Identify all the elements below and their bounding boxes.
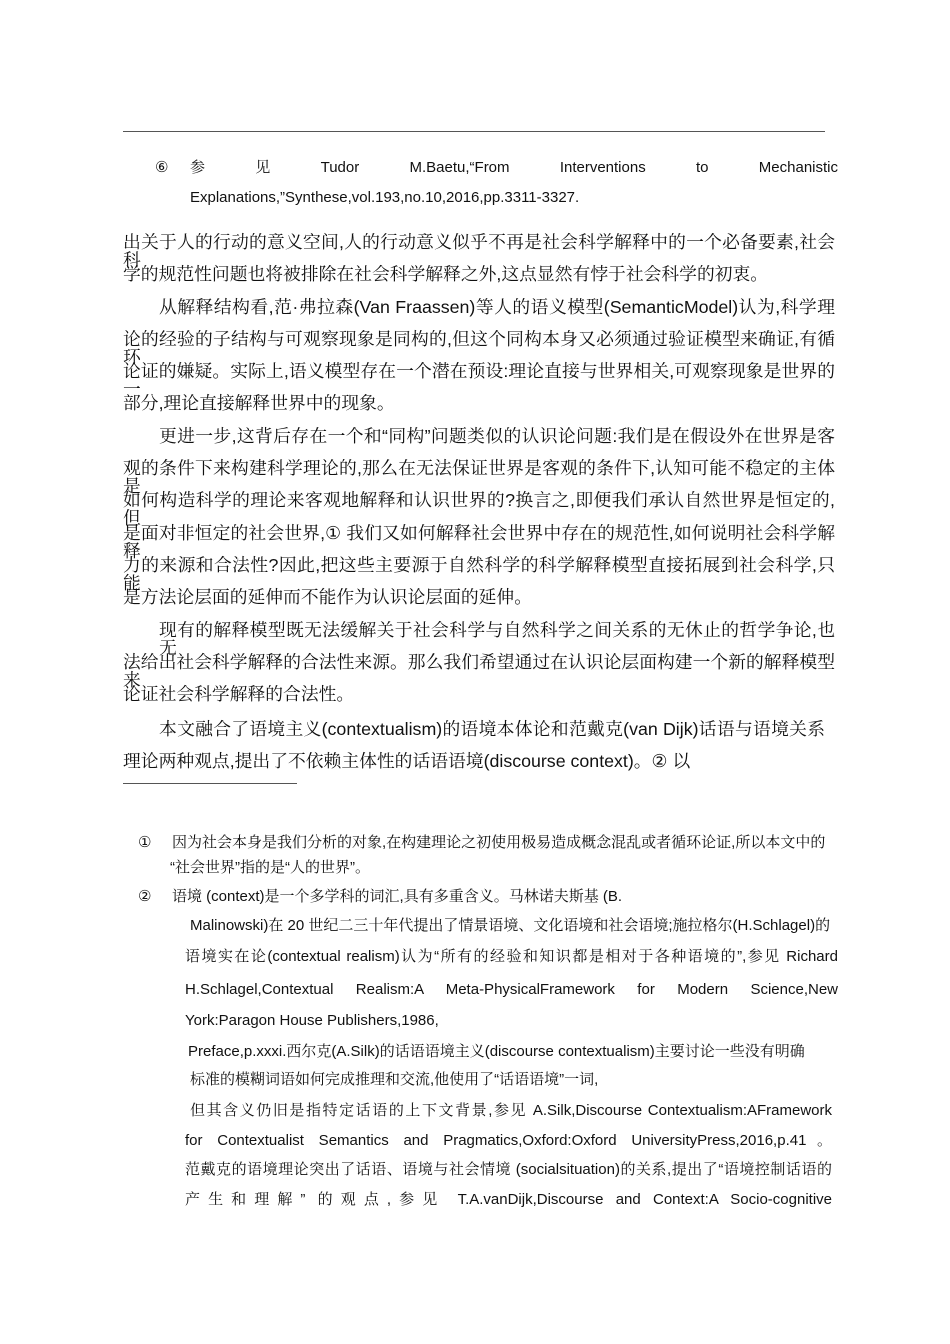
body-line: 学的规范性问题也将被排除在社会科学解释之外,这点显然有悖于社会科学的初衷。	[123, 264, 769, 284]
body-line: 更进一步,这背后存在一个和“同构”问题类似的认识论问题:我们是在假设外在世界是客	[159, 426, 835, 446]
footnote-2-line: 但其含义仍旧是指特定话语的上下文背景,参见 A.Silk,Discourse Contextualism:AFramework	[190, 1102, 832, 1119]
footnote-1-line: “社会世界”指的是“人的世界”。	[170, 859, 370, 876]
body-line: 本文融合了语境主义(contextualism)的语境本体论和范戴克(van Dijk)话语与语境关系	[159, 719, 825, 739]
body-line: 理论两种观点,提出了不依赖主体性的话语语境(discourse context)。② 以	[123, 751, 691, 771]
footnote-2-line: 范戴克的语境理论突出了话语、语境与社会情境 (socialsituation)的关系,提出了“语境控制话语的	[185, 1161, 832, 1178]
body-line: 观的条件下来构建科学理论的,那么在无法保证世界是客观的条件下,认知可能不稳定的主体是	[123, 458, 835, 496]
body-line: 从解释结构看,范·弗拉森(Van Fraassen)等人的语义模型(SemanticModel)认为,科学理	[159, 297, 835, 317]
footnote-6-marker: ⑥	[155, 159, 169, 176]
body-line: 是方法论层面的延伸而不能作为认识论层面的延伸。	[123, 587, 532, 607]
footnote-6-line: Explanations,”Synthese,vol.193,no.10,2016,pp.3311-3327.	[190, 189, 580, 206]
footnote-2-line: Malinowski)在 20 世纪二三十年代提出了情景语境、文化语境和社会语境;施拉格尔(H.Schlagel)的	[190, 917, 831, 934]
footnote-2-line: 产生和理解” 的观点,参见 T.A.vanDijk,Discourse and Context:A Socio-cognitive	[185, 1191, 832, 1208]
footnote-1-marker: ①	[138, 834, 152, 851]
footnote-6-line: 参 见 Tudor M.Baetu,“From Interventions to Mechanistic	[190, 159, 838, 176]
body-line: 论的经验的子结构与可观察现象是同构的,但这个同构本身又必须通过验证模型来确证,有循环	[123, 329, 835, 367]
body-line: 论证的嫌疑。实际上,语义模型存在一个潜在预设:理论直接与世界相关,可观察现象是世界的一	[123, 361, 835, 399]
footnote-2-line: York:Paragon House Publishers,1986,	[185, 1012, 439, 1029]
body-line: 现有的解释模型既无法缓解关于社会科学与自然科学之间关系的无休止的哲学争论,也无	[159, 620, 835, 658]
footnote-2-line: Preface,p.xxxi.西尔克(A.Silk)的话语语境主义(discourse contextualism)主要讨论一些没有明确	[188, 1043, 805, 1060]
body-line: 法给出社会科学解释的合法性来源。那么我们希望通过在认识论层面构建一个新的解释模型来	[123, 652, 835, 690]
footnote-2-line: 标准的模糊词语如何完成推理和交流,他使用了“话语语境”一词,	[190, 1071, 599, 1088]
footnote-2-line: H.Schlagel,Contextual Realism:A Meta-PhysicalFramework for Modern Science,New	[185, 981, 838, 998]
body-line: 是面对非恒定的社会世界,① 我们又如何解释社会世界中存在的规范性,如何说明社会科学解释	[123, 523, 835, 561]
footnote-2-marker: ②	[138, 888, 152, 905]
body-line: 如何构造科学的理论来客观地解释和认识世界的?换言之,即便我们承认自然世界是恒定的,但	[123, 490, 835, 528]
footnote-2-line: for Contextualist Semantics and Pragmatics,Oxford:Oxford UniversityPress,2016,p.41。	[185, 1132, 832, 1149]
footnote-separator-rule	[123, 783, 297, 784]
footnote-2-line: 语境实在论(contextual realism)认为“所有的经验和知识都是相对于各种语境的”,参见 Richard	[185, 948, 838, 965]
footnote-1-line: 因为社会本身是我们分析的对象,在构建理论之初使用极易造成概念混乱或者循环论证,所以本文中的	[172, 834, 826, 851]
body-line: 出关于人的行动的意义空间,人的行动意义似乎不再是社会科学解释中的一个必备要素,社会科	[123, 232, 835, 270]
body-line: 部分,理论直接解释世界中的现象。	[123, 393, 395, 413]
top-separator-rule	[123, 131, 825, 132]
footnote-2-line: 语境 (context)是一个多学科的词汇,具有多重含义。马林诺夫斯基 (B.	[172, 888, 623, 905]
body-line: 论证社会科学解释的合法性。	[123, 684, 355, 704]
body-line: 力的来源和合法性?因此,把这些主要源于自然科学的科学解释模型直接拓展到社会科学,只能	[123, 555, 835, 593]
